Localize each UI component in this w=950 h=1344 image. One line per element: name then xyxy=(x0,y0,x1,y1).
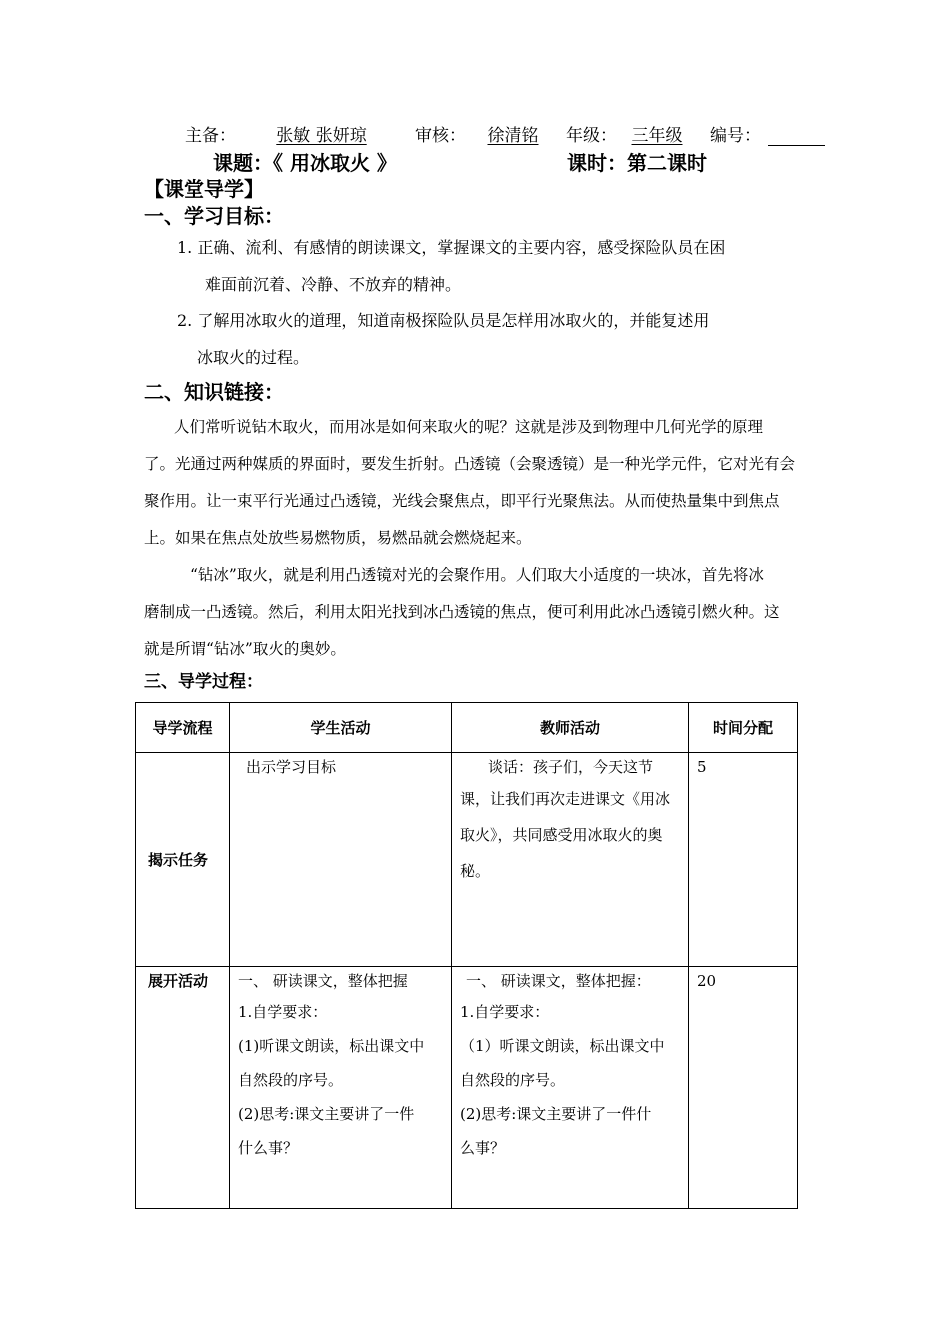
goal-2-line-1: 2. 了解用冰取火的道理，知道南极探险队员是怎样用冰取火的，并能复述用 xyxy=(177,311,710,330)
teacher-line: 1.自学要求： xyxy=(460,1003,550,1021)
time-cell xyxy=(689,967,798,1209)
section-label: 【课堂导学】 xyxy=(144,177,264,201)
knowledge-p1-line-4: 上。如果在焦点处放些易燃物质，易燃品就会燃烧起来。 xyxy=(144,529,532,547)
table-row xyxy=(136,753,798,967)
column-header: 学生活动 xyxy=(230,703,452,753)
time-cell xyxy=(689,753,798,967)
teacher-line: 取火》，共同感受用冰取火的奥 xyxy=(460,826,663,844)
teacher-line: 秘。 xyxy=(460,862,491,880)
knowledge-heading: 二、知识链接： xyxy=(144,380,284,404)
student-cell xyxy=(230,967,452,1209)
column-header: 导学流程 xyxy=(136,703,230,753)
student-line: 出示学习目标 xyxy=(246,758,337,776)
teacher-line: 谈话：孩子们，今天这节 xyxy=(488,758,654,776)
goal-2-line-2: 冰取火的过程。 xyxy=(197,348,310,367)
teacher-line: 自然段的序号。 xyxy=(460,1071,566,1089)
stage-label: 展开活动 xyxy=(148,972,209,990)
reviewer-label: 审核： xyxy=(415,126,466,146)
column-header: 教师活动 xyxy=(452,703,689,753)
process-heading: 三、导学过程： xyxy=(144,672,263,692)
teacher-line: 么事？ xyxy=(460,1139,506,1157)
knowledge-p1-line-3: 聚作用。让一束平行光通过凸透镜，光线会聚焦点，即平行光聚焦法。从而使热量集中到焦点 xyxy=(144,492,780,510)
preparer-value: 张敏 张妍琼 xyxy=(276,126,367,146)
student-cell xyxy=(230,753,452,967)
student-line: (2)思考:课文主要讲了一件 xyxy=(238,1105,415,1123)
lesson-period: 课时：第二课时 xyxy=(567,151,707,175)
student-line: 1.自学要求： xyxy=(238,1003,328,1021)
knowledge-p2-line-2: 磨制成一凸透镜。然后，利用太阳光找到冰凸透镜的焦点，便可利用此冰凸透镜引燃火种。这 xyxy=(144,603,780,621)
stage-label: 揭示任务 xyxy=(148,851,209,869)
knowledge-p2-line-1: “钻冰”取火，就是利用凸透镜对光的会聚作用。人们取大小适度的一块冰，首先将冰 xyxy=(190,566,764,584)
table-header-row xyxy=(136,703,798,753)
teacher-cell xyxy=(452,967,689,1209)
stage-cell xyxy=(136,967,230,1209)
student-line: (1)听课文朗读，标出课文中 xyxy=(238,1037,425,1055)
number-label: 编号： xyxy=(710,126,761,146)
grade-value: 三年级 xyxy=(631,126,683,146)
teacher-line: (2)思考:课文主要讲了一件什 xyxy=(460,1105,652,1123)
preparer-label: 主备： xyxy=(185,126,236,146)
teacher-line: （1）听课文朗读，标出课文中 xyxy=(460,1037,665,1055)
lesson-topic: 课题：《 用冰取火 》 xyxy=(213,151,397,175)
knowledge-p1-line-1: 人们常听说钻木取火，而用冰是如何来取火的呢？这就是涉及到物理中几何光学的原理 xyxy=(174,418,764,436)
grade-label: 年级： xyxy=(566,126,617,146)
goals-heading: 一、学习目标： xyxy=(144,204,284,228)
table-row xyxy=(136,967,798,1209)
knowledge-p1-line-2: 了。光通过两种媒质的界面时，要发生折射。凸透镜（会聚透镜）是一种光学元件，它对光有会 xyxy=(144,455,796,473)
teacher-line: 一、 研读课文，整体把握： xyxy=(466,972,651,990)
student-line: 自然段的序号。 xyxy=(238,1071,344,1089)
time-value: 20 xyxy=(697,972,717,990)
stage-cell xyxy=(136,753,230,967)
number-blank xyxy=(768,145,825,146)
teacher-cell xyxy=(452,753,689,967)
student-line: 什么事？ xyxy=(238,1139,299,1157)
goal-1-line-2: 难面前沉着、冷静、不放弃的精神。 xyxy=(205,275,462,294)
goal-1-line-1: 1. 正确、流利、有感情的朗读课文，掌握课文的主要内容，感受探险队员在困 xyxy=(177,238,726,257)
reviewer-value: 徐清铭 xyxy=(487,126,539,146)
student-line: 一、 研读课文，整体把握 xyxy=(238,972,408,990)
guide-process-table xyxy=(135,702,798,1209)
knowledge-p2-line-3: 就是所谓“钻冰”取火的奥妙。 xyxy=(144,640,346,658)
time-value: 5 xyxy=(697,758,707,776)
teacher-line: 课，让我们再次走进课文《用冰 xyxy=(460,790,671,808)
column-header: 时间分配 xyxy=(689,703,798,753)
